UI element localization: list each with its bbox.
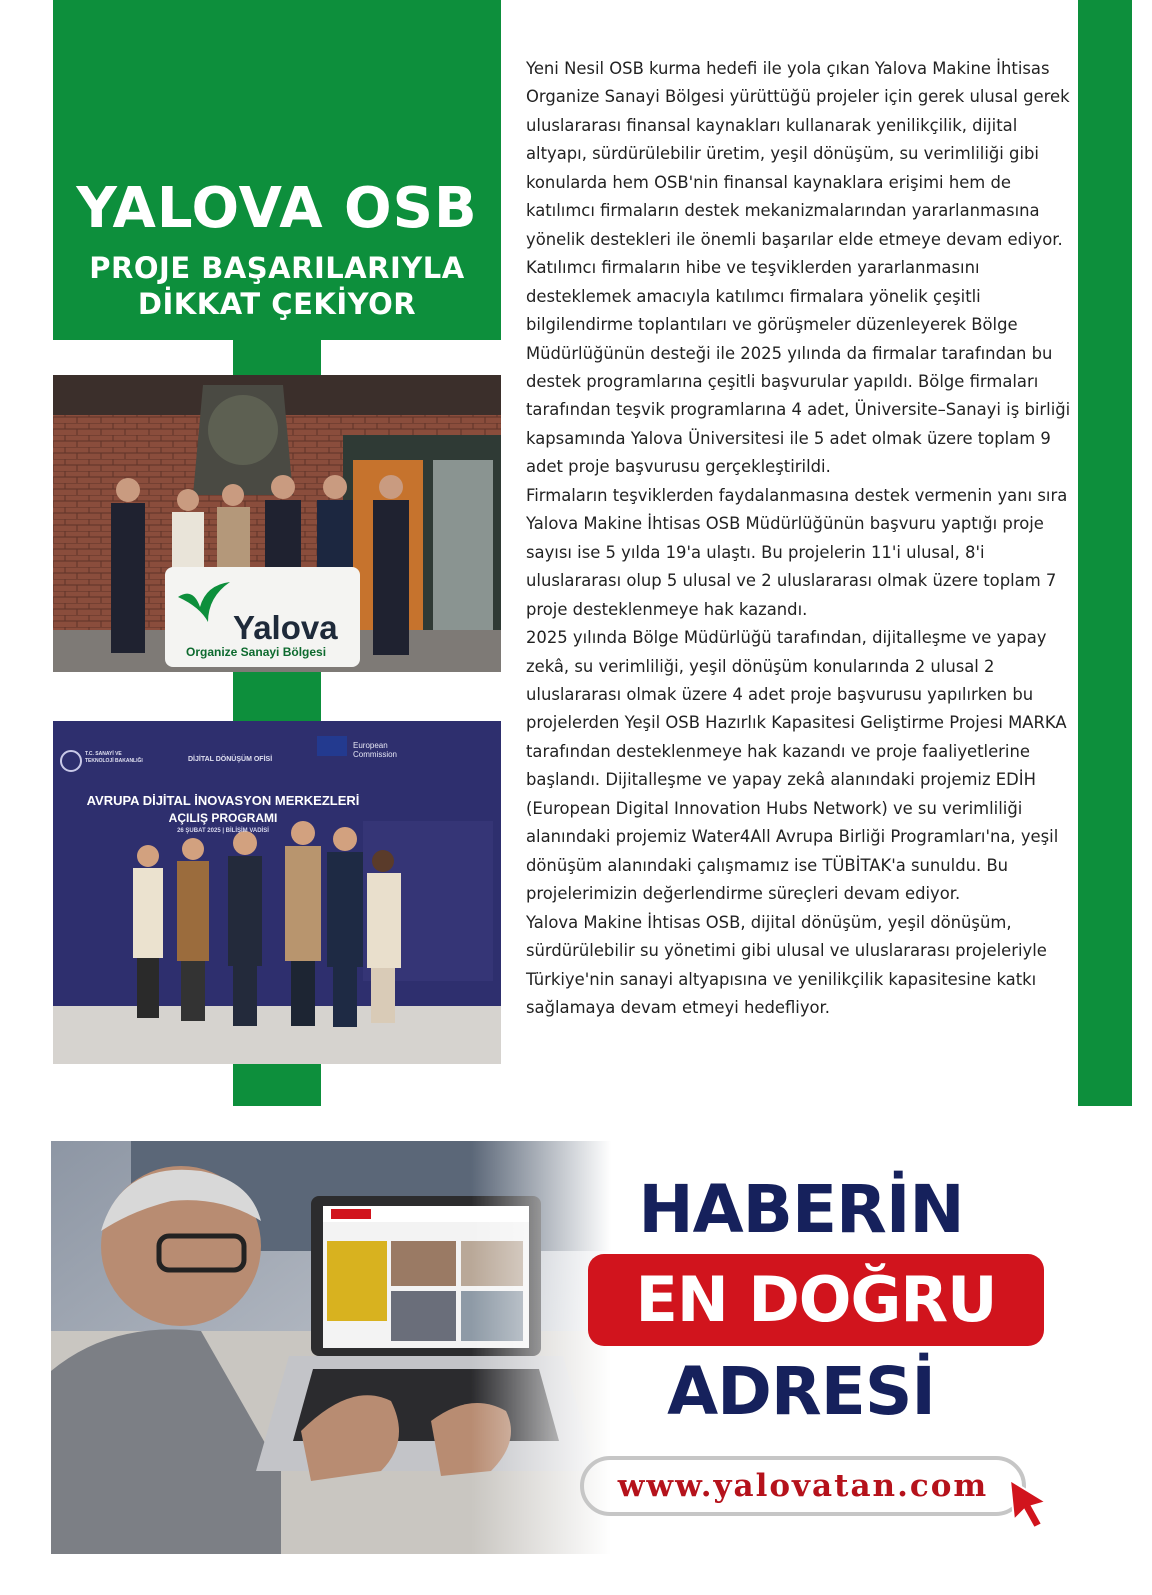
page-subtitle-line-2: DİKKAT ÇEKİYOR	[137, 286, 417, 321]
green-connector-strip	[233, 670, 321, 724]
article-paragraph: Yalova Makine İhtisas OSB, dijital dönüşüm, yeşil dönüşüm, sürdürülebilir su yönetimi gibi ulusal ve uluslararası projeleriyle Türkiye'nin sanayi altyapısına ve yenilikçilik kapasitesine katkı sağlamaya devam etmeyi hedefliyor.	[526, 912, 1047, 1017]
article-paragraph: Firmaların teşviklerden faydalanmasına destek vermenin yanı sıra Yalova Makine İhtisas OSB Müdürlüğünün başvuru yaptığı proje sayısı ise 5 yılda 19'a ulaştı. Bu projelerin 11'i ulusal, 8'i uluslararası olup 5 ulusal ve 2 uluslararası olmak üzere toplam 7 proje desteklenmeye hak kazandı.	[526, 485, 1068, 619]
digital-office-logo-text: DİJİTAL DÖNÜŞÜM OFİSİ	[188, 756, 273, 763]
sign-brand-text: Yalova	[233, 609, 338, 646]
ministry-logo-text: T.C. SANAYİ VE TEKNOLOJİ BAKANLIĞI	[85, 751, 143, 764]
banner-heading: AVRUPA DİJİTAL İNOVASYON MERKEZLERİ	[86, 793, 360, 808]
article-paragraph: 2025 yılında Bölge Müdürlüğü tarafından, dijitalleşme ve yapay zekâ, su verimliliği, yeşil dönüşüm konularında 2 ulusal 2 uluslararası olmak üzere 4 adet proje başvurusu yapılırken bu projelerden Yeşil OSB Hazırlık Kapasitesi Geliştirme Projesi MARKA tarafından desteklenmeye hak kazandı ve proje faaliyetlerine başlandı. Dijitalleşme ve yapay zekâ alanındaki projemiz EDİH (European Digital Innovation Hubs Network) ve su verimliliği alanındaki projemiz Water4All Avrupa Birliği Programları'na, yeşil dönüşüm alanındaki çalışmamız ise TÜBİTAK'a sunuldu. Bu projelerimizin değerlendirme süreçleri devam ediyor.	[526, 628, 1067, 904]
cursor-pointer-icon	[1006, 1476, 1054, 1532]
banner-subheading: AÇILIŞ PROGRAMI	[168, 811, 278, 825]
eu-commission-logo-text: European Commission	[353, 741, 398, 759]
sign-subtitle-text: Organize Sanayi Bölgesi	[186, 645, 327, 659]
article-paragraph: Katılımcı firmaların hibe ve teşviklerden yararlanmasını desteklemek amacıyla katılımcı firmalara yönelik çeşitli bilgilendirme toplantıları ve görüşmeler düzenleyerek Bölge Müdürlüğünün desteği ile 2025 yılında da firmalar tarafından bu destek programlarına çeşitli başvurular yapıldı. Bölge firmaları tarafından teşvik programlarına 4 adet, Üniversite–Sanayi iş birliği kapsamında Yalova Üniversitesi ile 5 adet olmak üzere toplam 9 adet proje başvurusu gerçekleştirildi.	[526, 258, 1071, 477]
ad-url-link[interactable]: www.yalovatan.com	[617, 1468, 989, 1504]
ad-headline-line-3: ADRESİ	[667, 1353, 935, 1430]
group-photo-digital-innovation	[53, 721, 501, 1064]
banner-date: 26 ŞUBAT 2025 | BİLİŞİM VADİSİ	[177, 828, 269, 834]
article-paragraph: Yeni Nesil OSB kurma hedefi ile yola çıkan Yalova Makine İhtisas Organize Sanayi Bölgesi yürüttüğü projeler için gerek ulusal gerek uluslararası finansal kaynakları kullanarak yenilikçilik, dijital altyapı, sürdürülebilir üretim, yeşil dönüşüm, su verimliliği gibi konularda hem OSB'nin finansal kaynaklara erişimi hem de katılımcı firmaların destek mekanizmalarından yararlanmasına yönelik destekleri ile önemli başarılar elde etmeye devam ediyor.	[526, 59, 1070, 249]
ad-headline-line-1: HABERİN	[638, 1171, 964, 1248]
page-subtitle-line-1: PROJE BAŞARILARIYLA	[89, 251, 465, 286]
green-connector-strip	[233, 1064, 321, 1106]
yalovatan-advertisement	[51, 1141, 1103, 1554]
man-laptop-photo	[51, 1141, 611, 1554]
green-connector-strip	[233, 338, 321, 378]
page-title: YALOVA OSB	[76, 176, 478, 242]
title-block	[53, 0, 501, 340]
right-green-bar	[1078, 0, 1132, 1106]
ad-headline-line-2: EN DOĞRU	[588, 1254, 1044, 1346]
article-body	[526, 55, 1071, 1022]
group-photo-osb	[53, 375, 501, 672]
